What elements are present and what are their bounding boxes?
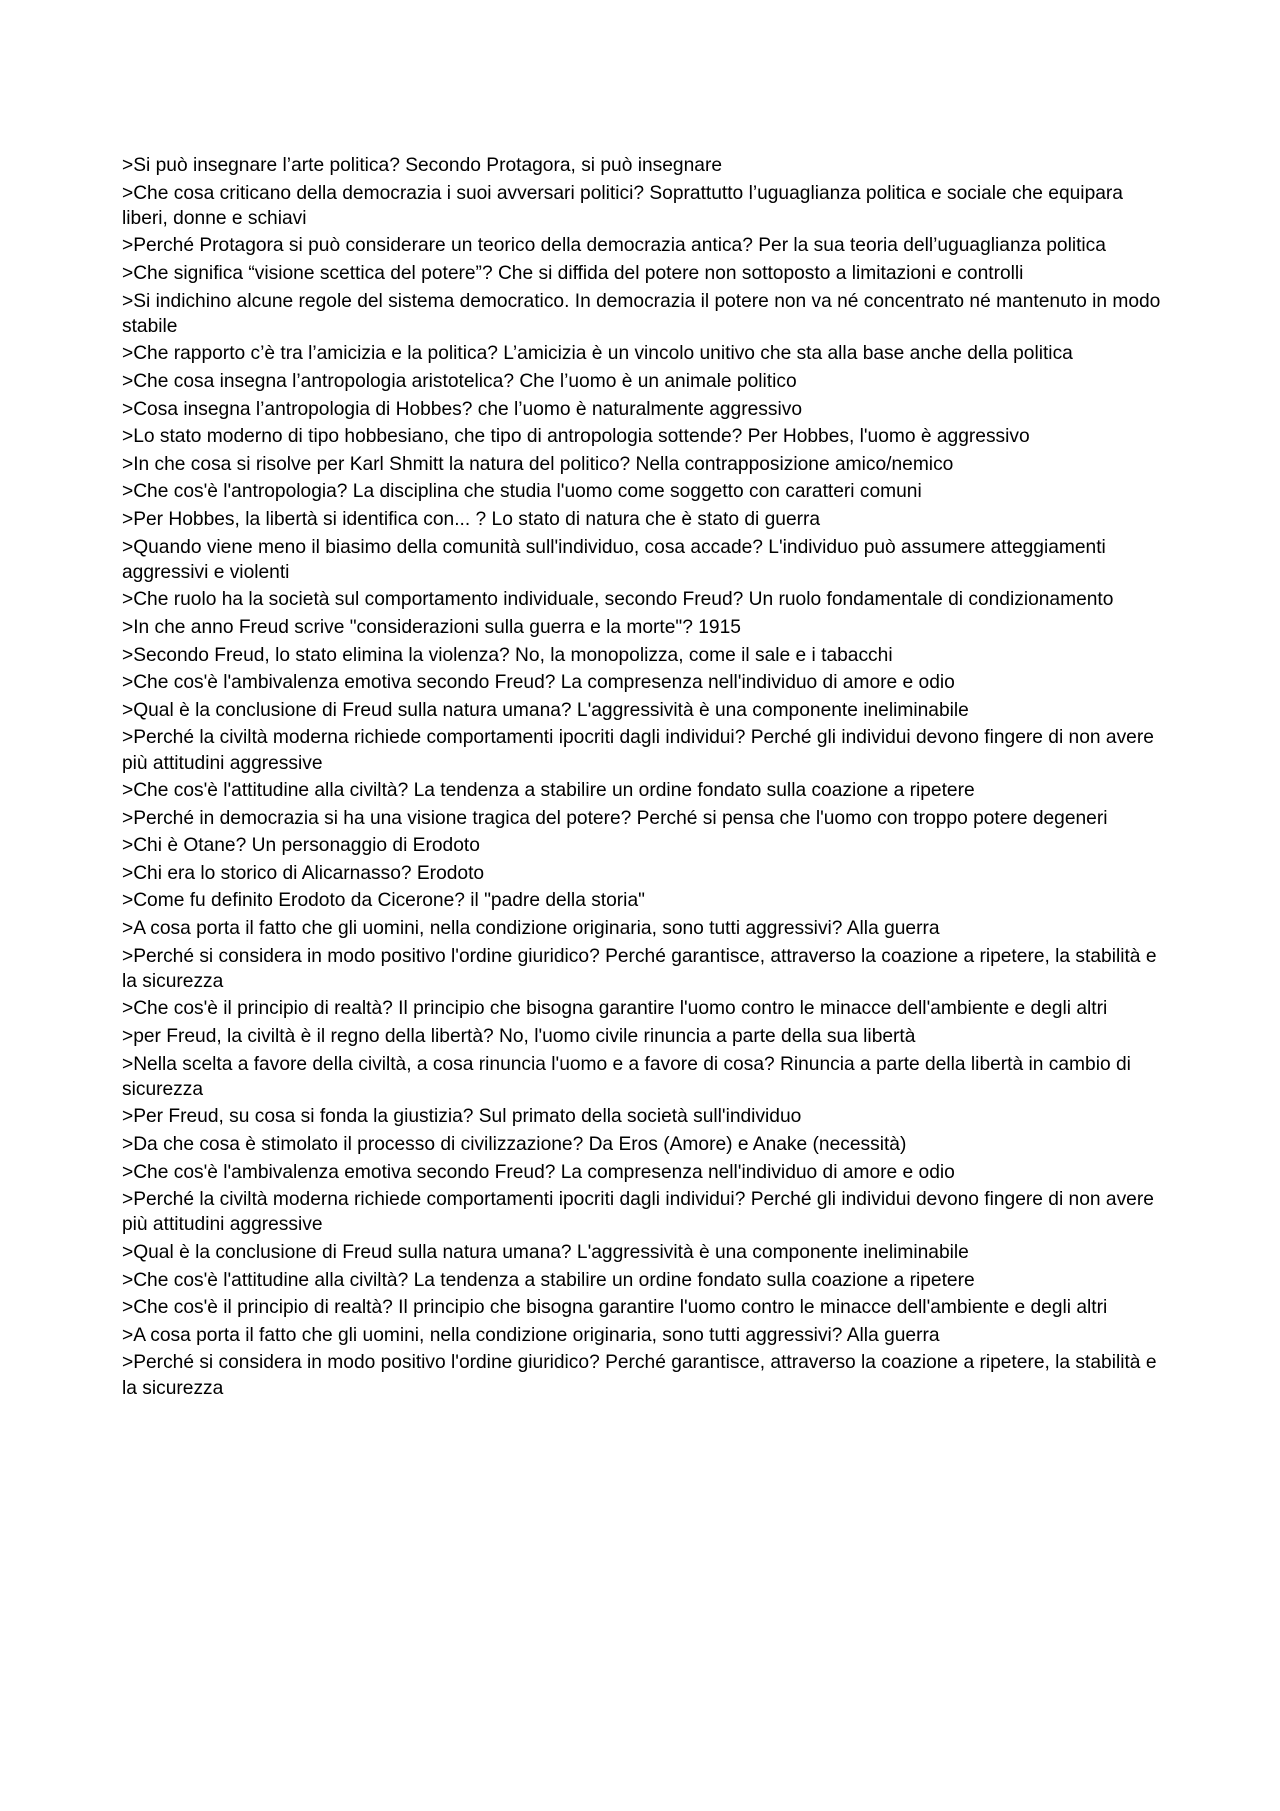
qa-line: >In che anno Freud scrive "considerazioni sulla guerra e la morte"? 1915 xyxy=(122,616,741,638)
qa-line: >Perché in democrazia si ha una visione tragica del potere? Perché si pensa che l'uomo con troppo potere degeneri xyxy=(122,807,1108,829)
qa-line: >Lo stato moderno di tipo hobbesiano, che tipo di antropologia sottende? Per Hobbes, l'uomo è aggressivo xyxy=(122,426,1030,448)
qa-line: >Che rapporto c’è tra l’amicizia e la politica? L’amicizia è un vincolo unitivo che sta alla base anche della politica xyxy=(122,343,1073,365)
qa-line: >Chi è Otane? Un personaggio di Erodoto xyxy=(122,835,480,857)
qa-line: >per Freud, la civiltà è il regno della libertà? No, l'uomo civile rinuncia a parte della sua libertà xyxy=(122,1026,916,1048)
qa-list xyxy=(122,153,1170,1403)
qa-line: >Per Freud, su cosa si fonda la giustizia? Sul primato della società sull'individuo xyxy=(122,1106,802,1128)
qa-line: >Che cosa criticano della democrazia i suoi avversari politici? Soprattutto l’uguaglianza politica e sociale che equipara liberi, donne e schiavi xyxy=(122,182,1123,229)
qa-line: >Per Hobbes, la libertà si identifica con... ? Lo stato di natura che è stato di guerra xyxy=(122,508,821,530)
qa-line: >Qual è la conclusione di Freud sulla natura umana? L'aggressività è una componente ineliminabile xyxy=(122,699,969,721)
qa-line: >Nella scelta a favore della civiltà, a cosa rinuncia l'uomo e a favore di cosa? Rinuncia a parte della libertà in cambio di sicurezza xyxy=(122,1053,1131,1100)
qa-line: >Che cosa insegna l’antropologia aristotelica? Che l’uomo è un animale politico xyxy=(122,370,797,392)
qa-line: >Perché si considera in modo positivo l'ordine giuridico? Perché garantisce, attraverso la coazione a ripetere, la stabilità e la sicurezza xyxy=(122,945,1157,992)
qa-line: >Cosa insegna l’antropologia di Hobbes? che l’uomo è naturalmente aggressivo xyxy=(122,398,802,420)
qa-line: >Perché Protagora si può considerare un teorico della democrazia antica? Per la sua teoria dell’uguaglianza politica xyxy=(122,235,1106,257)
qa-line: >Che cos'è l'ambivalenza emotiva secondo Freud? La compresenza nell'individuo di amore e odio xyxy=(122,672,955,694)
qa-line: >Che cos'è l'attitudine alla civiltà? La tendenza a stabilire un ordine fondato sulla coazione a ripetere xyxy=(122,780,975,802)
qa-line: >A cosa porta il fatto che gli uomini, nella condizione originaria, sono tutti aggressivi? Alla guerra xyxy=(122,918,940,940)
qa-line: >In che cosa si risolve per Karl Shmitt la natura del politico? Nella contrapposizione amico/nemico xyxy=(122,453,954,475)
qa-line: >Si può insegnare l’arte politica? Secondo Protagora, si può insegnare xyxy=(122,155,723,176)
qa-line: >Che cos'è il principio di realtà? Il principio che bisogna garantire l'uomo contro le minacce dell'ambiente e degli altri xyxy=(122,1297,1108,1319)
qa-line: >Perché la civiltà moderna richiede comportamenti ipocriti dagli individui? Perché gli individui devono fingere di non avere più attitudini aggressive xyxy=(122,1189,1154,1236)
qa-line: >Che cos'è l'ambivalenza emotiva secondo Freud? La compresenza nell'individuo di amore e odio xyxy=(122,1161,955,1183)
qa-line: >Come fu definito Erodoto da Cicerone? il "padre della storia" xyxy=(122,890,645,912)
qa-line: >Qual è la conclusione di Freud sulla natura umana? L'aggressività è una componente ineliminabile xyxy=(122,1242,969,1264)
qa-line: >Chi era lo storico di Alicarnasso? Erodoto xyxy=(122,862,485,884)
qa-line: >Da che cosa è stimolato il processo di civilizzazione? Da Eros (Amore) e Anake (necessità) xyxy=(122,1134,907,1156)
qa-line: >Si indichino alcune regole del sistema democratico. In democrazia il potere non va né concentrato né mantenuto in modo stabile xyxy=(122,290,1161,337)
qa-line: >Quando viene meno il biasimo della comunità sull'individuo, cosa accade? L'individuo può assumere atteggiamenti aggressivi e violenti xyxy=(122,536,1106,583)
qa-line: >Che ruolo ha la società sul comportamento individuale, secondo Freud? Un ruolo fondamentale di condizionamento xyxy=(122,589,1114,611)
qa-line: >Secondo Freud, lo stato elimina la violenza? No, la monopolizza, come il sale e i tabacchi xyxy=(122,644,893,666)
qa-line: >Che significa “visione scettica del potere”? Che si diffida del potere non sottoposto a limitazioni e controlli xyxy=(122,262,1024,284)
qa-line: >Che cos'è l'attitudine alla civiltà? La tendenza a stabilire un ordine fondato sulla coazione a ripetere xyxy=(122,1269,975,1291)
qa-line: >A cosa porta il fatto che gli uomini, nella condizione originaria, sono tutti aggressivi? Alla guerra xyxy=(122,1324,940,1346)
qa-line: >Che cos'è l'antropologia? La disciplina che studia l'uomo come soggetto con caratteri comuni xyxy=(122,481,922,503)
qa-line: >Che cos'è il principio di realtà? Il principio che bisogna garantire l'uomo contro le minacce dell'ambiente e degli altri xyxy=(122,998,1108,1020)
qa-line: >Perché si considera in modo positivo l'ordine giuridico? Perché garantisce, attraverso la coazione a ripetere, la stabilità e la sicurezza xyxy=(122,1352,1157,1399)
qa-line: >Perché la civiltà moderna richiede comportamenti ipocriti dagli individui? Perché gli individui devono fingere di non avere più attitudini aggressive xyxy=(122,727,1154,774)
